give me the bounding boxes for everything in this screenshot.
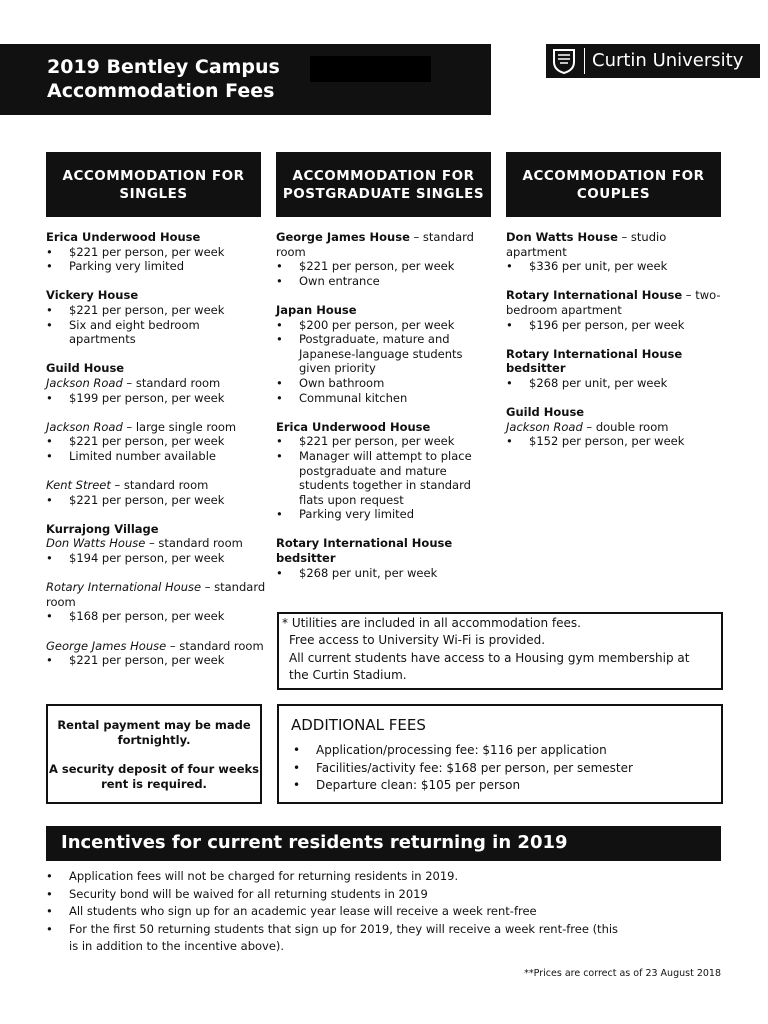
house-name: Guild House bbox=[506, 405, 585, 420]
room-type: – standard room bbox=[46, 580, 266, 609]
room-type: – standard room bbox=[110, 478, 209, 493]
list-item bbox=[46, 522, 266, 668]
price: • $152 per person, per week bbox=[529, 434, 722, 449]
note: • Own entrance bbox=[299, 274, 492, 289]
singles-column bbox=[46, 230, 266, 668]
price: • $268 per unit, per week bbox=[299, 566, 492, 581]
house-name: Erica Underwood House bbox=[46, 230, 201, 244]
house-name: Kurrajong Village bbox=[46, 521, 159, 536]
house-name: Don Watts House bbox=[506, 230, 618, 244]
couples-column bbox=[506, 230, 722, 449]
fee-item: • Facilities/activity fee: $168 per person, per semester bbox=[316, 760, 633, 778]
list-item bbox=[46, 230, 266, 274]
location: Don Watts House bbox=[46, 536, 146, 551]
house-name: Rotary International House bedsitter bbox=[276, 536, 453, 566]
house-name: Vickery House bbox=[46, 288, 139, 303]
note: • Six and eight bedroom apartments bbox=[69, 318, 266, 347]
price: • $196 per person, per week bbox=[529, 318, 722, 333]
incentive-item: • Application fees will not be charged for returning residents in 2019. bbox=[69, 868, 709, 886]
utilities-line: Free access to University Wi-Fi is provided. bbox=[289, 633, 546, 647]
price: • $336 per unit, per week bbox=[529, 259, 722, 274]
title-line-2: Accommodation Fees bbox=[47, 80, 275, 102]
price: • $221 per person, per week bbox=[69, 245, 266, 260]
heading-couples: ACCOMMODATION FOR COUPLES bbox=[506, 152, 721, 217]
list-item bbox=[276, 536, 492, 580]
house-name: George James House bbox=[276, 230, 410, 244]
room-type: – studio apartment bbox=[506, 230, 667, 259]
utilities-line: * Utilities are included in all accommodation fees. bbox=[282, 616, 581, 630]
room-type: – standard room bbox=[276, 230, 474, 259]
room-type: – two-bedroom apartment bbox=[506, 288, 721, 317]
house-name: Rotary International House bbox=[506, 288, 683, 303]
price: • $221 per person, per week bbox=[299, 434, 492, 449]
price: • $200 per person, per week bbox=[299, 318, 492, 333]
list-item bbox=[506, 288, 722, 332]
note: • Postgraduate, mature and Japanese-language students given priority bbox=[299, 332, 492, 376]
room-type: – large single room bbox=[122, 419, 237, 434]
price: • $168 per person, per week bbox=[69, 609, 266, 624]
price: • $268 per unit, per week bbox=[529, 376, 722, 391]
room-type: – double room bbox=[582, 419, 669, 434]
crest-icon bbox=[552, 48, 576, 74]
heading-singles: ACCOMMODATION FOR SINGLES bbox=[46, 152, 261, 217]
list-item bbox=[506, 230, 722, 274]
room-type: – standard room bbox=[122, 375, 221, 390]
list-item bbox=[506, 405, 722, 449]
price: • $221 per person, per week bbox=[69, 434, 266, 449]
list-item bbox=[46, 288, 266, 346]
house-name: Erica Underwood House bbox=[276, 419, 431, 434]
price: • $221 per person, per week bbox=[69, 493, 266, 508]
incentive-item: • For the first 50 returning students that sign up for 2019, they will receive a week rent-free (this is in addition to the incentive above). bbox=[69, 921, 629, 956]
location: Jackson Road bbox=[46, 419, 123, 434]
postgrad-column bbox=[276, 230, 492, 580]
note: • Limited number available bbox=[69, 449, 266, 464]
note: • Parking very limited bbox=[69, 259, 266, 274]
rental-payment-text: Rental payment may be made fortnightly. bbox=[57, 718, 251, 747]
price: • $221 per person, per week bbox=[69, 303, 266, 318]
utilities-line: All current students have access to a Housing gym membership at bbox=[289, 651, 690, 665]
location: Kent Street bbox=[46, 478, 111, 493]
room-type: – standard room bbox=[166, 638, 264, 653]
curtin-logo bbox=[546, 44, 760, 78]
incentive-item: • All students who sign up for an academic year lease will receive a week rent-free bbox=[69, 903, 709, 921]
house-name: Japan House bbox=[276, 302, 357, 317]
note: • Communal kitchen bbox=[299, 391, 492, 406]
location: George James House bbox=[46, 638, 167, 653]
price: • $221 per person, per week bbox=[69, 653, 266, 668]
fee-item: • Departure clean: $105 per person bbox=[316, 777, 633, 795]
price: • $221 per person, per week bbox=[299, 259, 492, 274]
room-type: – standard room bbox=[145, 536, 243, 551]
list-item bbox=[276, 230, 492, 288]
list-item bbox=[506, 347, 722, 391]
footnote: **Prices are correct as of 23 August 2018 bbox=[524, 968, 721, 979]
incentives-list bbox=[46, 868, 709, 956]
location: Jackson Road bbox=[506, 419, 583, 434]
utilities-line: the Curtin Stadium. bbox=[289, 668, 407, 682]
redacted-box bbox=[310, 56, 431, 82]
rental-note bbox=[46, 704, 262, 804]
location: Rotary International House bbox=[46, 580, 202, 595]
additional-fees-box bbox=[277, 704, 723, 804]
note: • Parking very limited bbox=[299, 507, 492, 522]
fee-item: • Application/processing fee: $116 per application bbox=[316, 742, 633, 760]
title-line-1: 2019 Bentley Campus bbox=[47, 56, 280, 78]
house-name: Rotary International House bedsitter bbox=[506, 346, 683, 376]
list-item bbox=[46, 361, 266, 507]
incentive-item: • Security bond will be waived for all returning students in 2019 bbox=[69, 886, 709, 904]
heading-postgrad: ACCOMMODATION FOR POSTGRADUATE SINGLES bbox=[276, 152, 491, 217]
utilities-note bbox=[277, 612, 723, 690]
location: Jackson Road bbox=[46, 375, 123, 390]
price: • $194 per person, per week bbox=[69, 551, 266, 566]
incentives-heading: Incentives for current residents returning in 2019 bbox=[61, 832, 568, 853]
logo-text: Curtin University bbox=[592, 50, 744, 71]
list-item bbox=[276, 303, 492, 405]
note: • Own bathroom bbox=[299, 376, 492, 391]
price: • $199 per person, per week bbox=[69, 391, 266, 406]
security-deposit-text: A security deposit of four weeks rent is required. bbox=[48, 762, 259, 791]
page-title bbox=[47, 55, 280, 103]
house-name: Guild House bbox=[46, 361, 125, 376]
additional-fees-heading: ADDITIONAL FEES bbox=[291, 716, 426, 734]
logo-separator bbox=[584, 48, 585, 74]
incentives-banner bbox=[46, 826, 721, 861]
list-item bbox=[276, 420, 492, 522]
note: • Manager will attempt to place postgraduate and mature students together in standard flats upon request bbox=[299, 449, 492, 507]
